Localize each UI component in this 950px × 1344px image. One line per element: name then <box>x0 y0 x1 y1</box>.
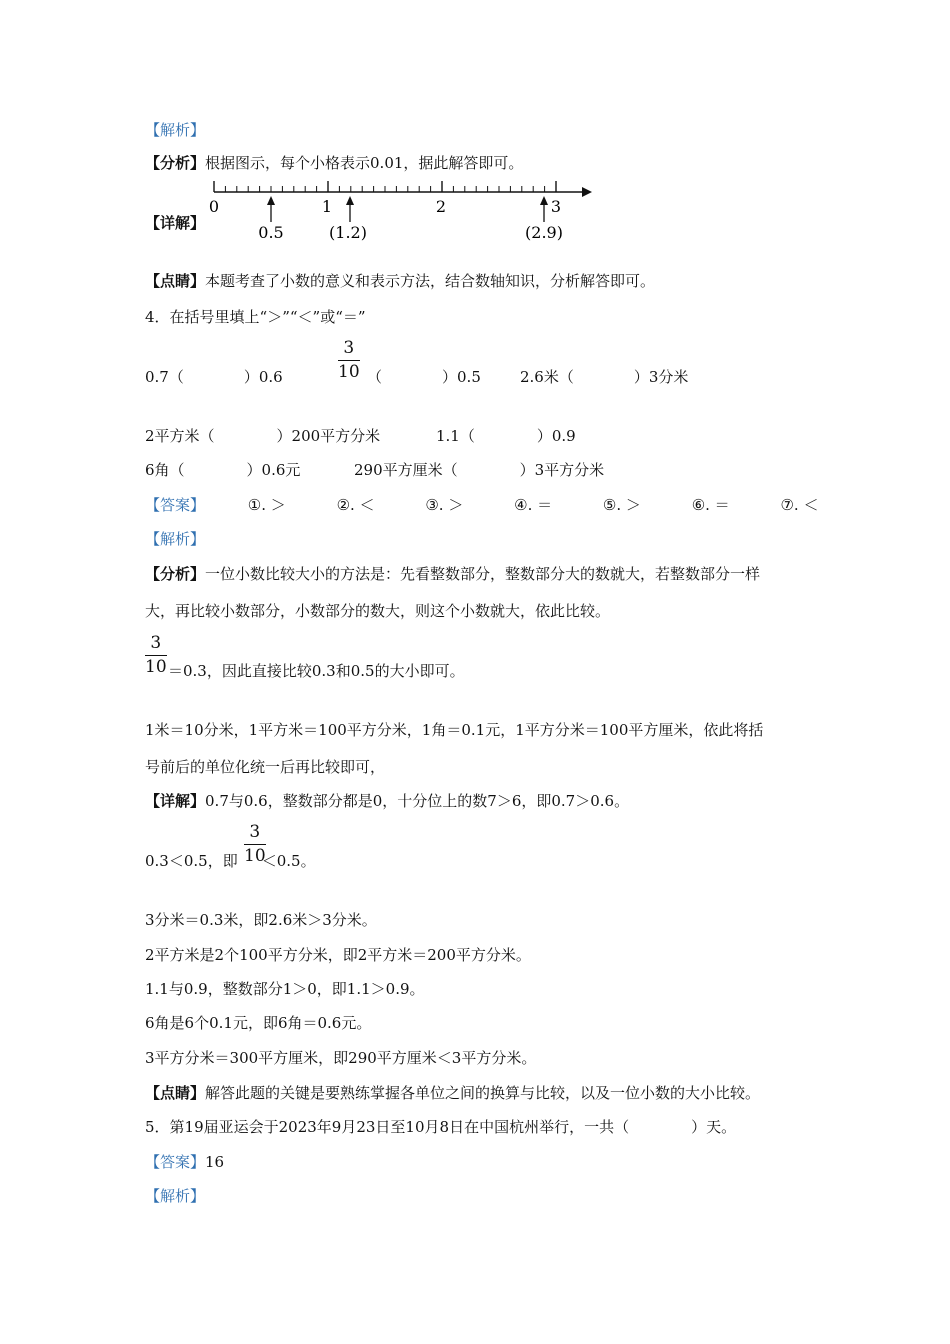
answer-1: ①. ＞ <box>247 496 286 514</box>
tick-label-0: 0 <box>208 197 220 216</box>
q4-stem: 4．在括号里填上“＞”“＜”或“＝” <box>145 308 366 326</box>
q4-row2-a2: ）200平方分米 <box>276 427 381 445</box>
tick-label-2: 2 <box>435 197 447 216</box>
fraction-denominator: 10 <box>244 846 266 866</box>
arrow-1-2 <box>346 196 354 222</box>
q3-fenxi-label: 【分析】 <box>145 154 206 172</box>
q4-row1-b1: （ <box>367 368 383 386</box>
q4-row1-fraction <box>338 340 360 381</box>
tick-label-1: 1 <box>321 197 333 216</box>
fraction-numerator: 3 <box>145 635 167 656</box>
number-line-arrowhead <box>582 187 592 197</box>
q4-detail-6: 6角是6个0.1元，即6角＝0.6元。 <box>145 1014 372 1032</box>
fraction-denominator: 10 <box>338 362 360 382</box>
q4-row1-c1: 2.6米（ <box>520 368 574 386</box>
q4-row3-a1: 6角（ <box>145 461 185 479</box>
q4-detail-2-pre: 0.3＜0.5，即 <box>145 852 238 870</box>
answer-2: ②. ＜ <box>336 496 375 514</box>
q4-detail-7: 3平方分米＝300平方厘米，即290平方厘米＜3平方分米。 <box>145 1049 537 1067</box>
answer-7: ⑦. ＜ <box>780 496 819 514</box>
q4-detail-fraction <box>244 824 266 865</box>
arrow-0-5 <box>267 196 275 222</box>
q4-row3-a2: ）0.6元 <box>246 461 301 479</box>
q4-detail-1-text: 0.7与0.6，整数部分都是0，十分位上的数7＞6，即0.7＞0.6。 <box>205 792 630 810</box>
q5-jiexi-label: 【解析】 <box>145 1187 206 1205</box>
q4-row1-a1: 0.7（ <box>145 368 184 386</box>
q4-detail-2 <box>145 851 316 871</box>
q4-row2-a <box>145 426 380 446</box>
q4-xiangjie-label: 【详解】 <box>145 792 206 810</box>
q4-fenxi-text1: 一位小数比较大小的方法是：先看整数部分，整数部分大的数就大，若整数部分一样 <box>205 565 761 583</box>
q4-row2-a1: 2平方米（ <box>145 427 215 445</box>
q4-fenxi-fraction <box>145 635 167 676</box>
q4-row1-b2: ）0.5 <box>442 368 481 386</box>
q4-jiexi-label: 【解析】 <box>145 530 206 548</box>
q5-answer <box>145 1152 224 1172</box>
q4-row3-b2: ）3平方分米 <box>519 461 605 479</box>
fraction-numerator: 3 <box>338 340 360 361</box>
number-line-ticks <box>214 181 556 192</box>
arrow-2-9 <box>540 196 548 222</box>
q3-dianjing <box>145 271 655 291</box>
q4-detail-3: 3分米＝0.3米，即2.6米＞3分米。 <box>145 911 377 929</box>
q4-dianjing <box>145 1083 760 1103</box>
q3-fenxi <box>145 153 523 173</box>
fraction-numerator: 3 <box>244 824 266 845</box>
q3-dianjing-text: 本题考查了小数的意义和表示方法，结合数轴知识，分析解答即可。 <box>205 272 656 290</box>
q3-jiexi-label: 【解析】 <box>145 121 206 139</box>
q4-row3-a <box>145 460 300 480</box>
q4-row1-a2: ）0.6 <box>243 368 283 386</box>
q5-stem-b: ）天。 <box>691 1118 737 1136</box>
q4-fenxi-label: 【分析】 <box>145 565 206 583</box>
number-line-figure <box>200 176 600 246</box>
answer-4: ④. ＝ <box>514 496 553 514</box>
mark-label-0-5: 0.5 <box>258 223 284 242</box>
q5-stem <box>145 1117 736 1137</box>
q3-dianjing-label: 【点睛】 <box>145 272 206 290</box>
q4-detail-5: 1.1与0.9，整数部分1＞0，即1.1＞0.9。 <box>145 980 425 998</box>
q4-fraction-line: ＝0.3，因此直接比较0.3和0.5的大小即可。 <box>168 662 465 680</box>
fraction-denominator: 10 <box>145 657 167 677</box>
q3-fenxi-text: 根据图示，每个小格表示0.01，据此解答即可。 <box>205 154 524 172</box>
q4-row1-c <box>520 367 688 387</box>
q4-unit-line1: 1米＝10分米，1平方米＝100平方分米，1角＝0.1元，1平方分米＝100平方厘米，依此将括 <box>145 721 764 739</box>
q4-detail-1 <box>145 791 629 811</box>
answer-5: ⑤. ＞ <box>602 496 641 514</box>
q4-answer-label: 【答案】 <box>145 496 206 514</box>
q4-row1-c2: ）3分米 <box>633 368 689 386</box>
q4-row2-b <box>436 426 576 446</box>
q4-unit-line2: 号前后的单位化统一后再比较即可， <box>145 758 386 776</box>
q3-xiangjie-label: 【详解】 <box>145 214 206 232</box>
q4-dianjing-text: 解答此题的关键是要熟练掌握各单位之间的换算与比较，以及一位小数的大小比较。 <box>205 1084 761 1102</box>
q4-row1-b <box>367 367 481 387</box>
q4-row3-b <box>354 460 604 480</box>
q4-dianjing-label: 【点睛】 <box>145 1084 206 1102</box>
mark-label-1-2: (1.2) <box>329 223 367 242</box>
q4-detail-2-post: ＜0.5。 <box>261 852 316 870</box>
q4-row3-b1: 290平方厘米（ <box>354 461 458 479</box>
q5-answer-value: 16 <box>205 1153 225 1171</box>
q5-answer-label: 【答案】 <box>145 1153 206 1171</box>
q4-row2-b2: ）0.9 <box>536 427 576 445</box>
q4-answer-line <box>145 495 818 515</box>
q4-detail-4: 2平方米是2个100平方分米，即2平方米＝200平方分米。 <box>145 946 531 964</box>
answer-3: ③. ＞ <box>425 496 464 514</box>
q4-row2-b1: 1.1（ <box>436 427 475 445</box>
answer-6: ⑥. ＝ <box>691 496 730 514</box>
q4-fenxi-line2: 大，再比较小数部分，小数部分的数大，则这个小数就大，依此比较。 <box>145 602 611 620</box>
tick-label-3: 3 <box>550 197 562 216</box>
q4-fenxi-line1 <box>145 564 760 584</box>
q4-row1-a <box>145 367 283 387</box>
mark-label-2-9: (2.9) <box>525 223 563 242</box>
q5-stem-a: 5．第19届亚运会于2023年9月23日至10月8日在中国杭州举行，一共（ <box>145 1118 630 1136</box>
